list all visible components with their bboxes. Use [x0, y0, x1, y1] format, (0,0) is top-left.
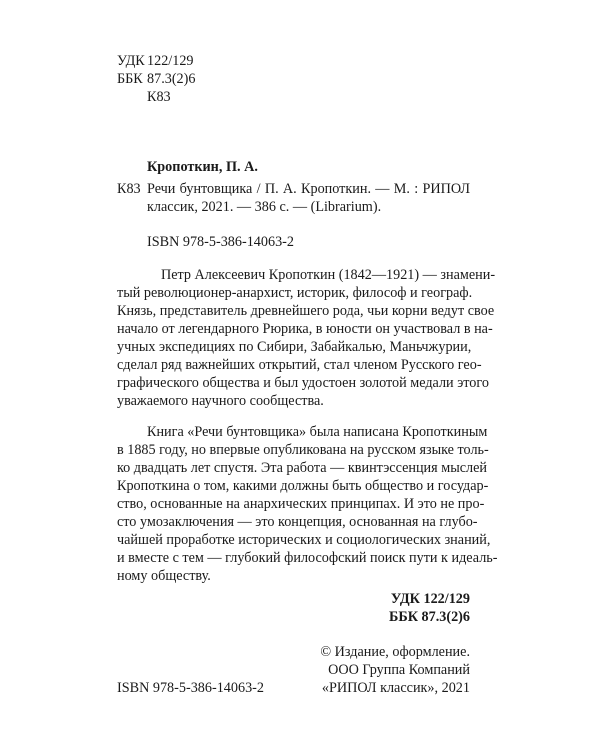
copyright-line-1: © Издание, оформление.	[320, 644, 470, 660]
paragraph-line: ному обществу.	[117, 568, 211, 584]
paragraph-line: и вместе с тем — глубокий философский поиск пути к идеаль-	[117, 550, 498, 566]
bbk-value: 87.3(2)6	[147, 71, 196, 87]
paragraph-line: сто умозаключения — это концепция, основанная на глубо-	[117, 514, 478, 530]
record-mark: К83	[117, 181, 141, 197]
paragraph-line: ко двадцать лет спустя. Эта работа — квинтэссенция мыслей	[117, 460, 487, 476]
copyright-line-3: «РИПОЛ классик», 2021	[321, 680, 470, 696]
paragraph-line: Кропоткина о том, какими должны быть общество и государ-	[117, 478, 489, 494]
paragraph-line: ство, основанные на анархических принципах. И это не про-	[117, 496, 485, 512]
udk-label: УДК	[117, 53, 145, 69]
footer-isbn: ISBN 978-5-386-14063-2	[117, 680, 264, 696]
author-mark: К83	[147, 89, 171, 105]
paragraph-line: Князь, представитель древнейшего рода, чьи корни ведут свое	[117, 303, 495, 319]
bbk-label: ББК	[117, 71, 143, 87]
paragraph-line: уважаемого научного сообщества.	[117, 393, 324, 409]
paragraph-line: чайшей проработке исторических и социологических знаний,	[117, 532, 491, 548]
paragraph-line: графического общества и был удостоен золотой медали этого	[117, 375, 489, 391]
record-description-line-2: классик, 2021. — 386 с. — (Librarium).	[147, 199, 382, 215]
record-description-line-1: Речи бунтовщика / П. А. Кропоткин. — М. : РИПОЛ	[147, 181, 470, 197]
copyright-line-2: ООО Группа Компаний	[328, 662, 470, 678]
record-author: Кропоткин, П. А.	[147, 159, 258, 175]
classification-udk: УДК 122/129	[390, 591, 470, 607]
udk-value: 122/129	[147, 53, 194, 69]
paragraph-line: учных экспедициях по Сибири, Забайкалью, Маньчжурии,	[117, 339, 472, 355]
paragraph-line: Книга «Речи бунтовщика» была написана Кропоткиным	[147, 424, 488, 440]
paragraph-line: сделал ряд важнейших открытий, стал членом Русского гео-	[117, 357, 482, 373]
record-isbn: ISBN 978-5-386-14063-2	[147, 234, 294, 250]
paragraph-line: в 1885 году, но впервые опубликована на русском языке толь-	[117, 442, 489, 458]
paragraph-line: тый революционер-анархист, историк, философ и географ.	[117, 285, 473, 301]
paragraph-line: Петр Алексеевич Кропоткин (1842—1921) — знамени-	[161, 267, 496, 283]
paragraph-line: начало от легендарного Рюрика, в юности он участвовал в на-	[117, 321, 493, 337]
classification-bbk: ББК 87.3(2)6	[388, 609, 470, 625]
